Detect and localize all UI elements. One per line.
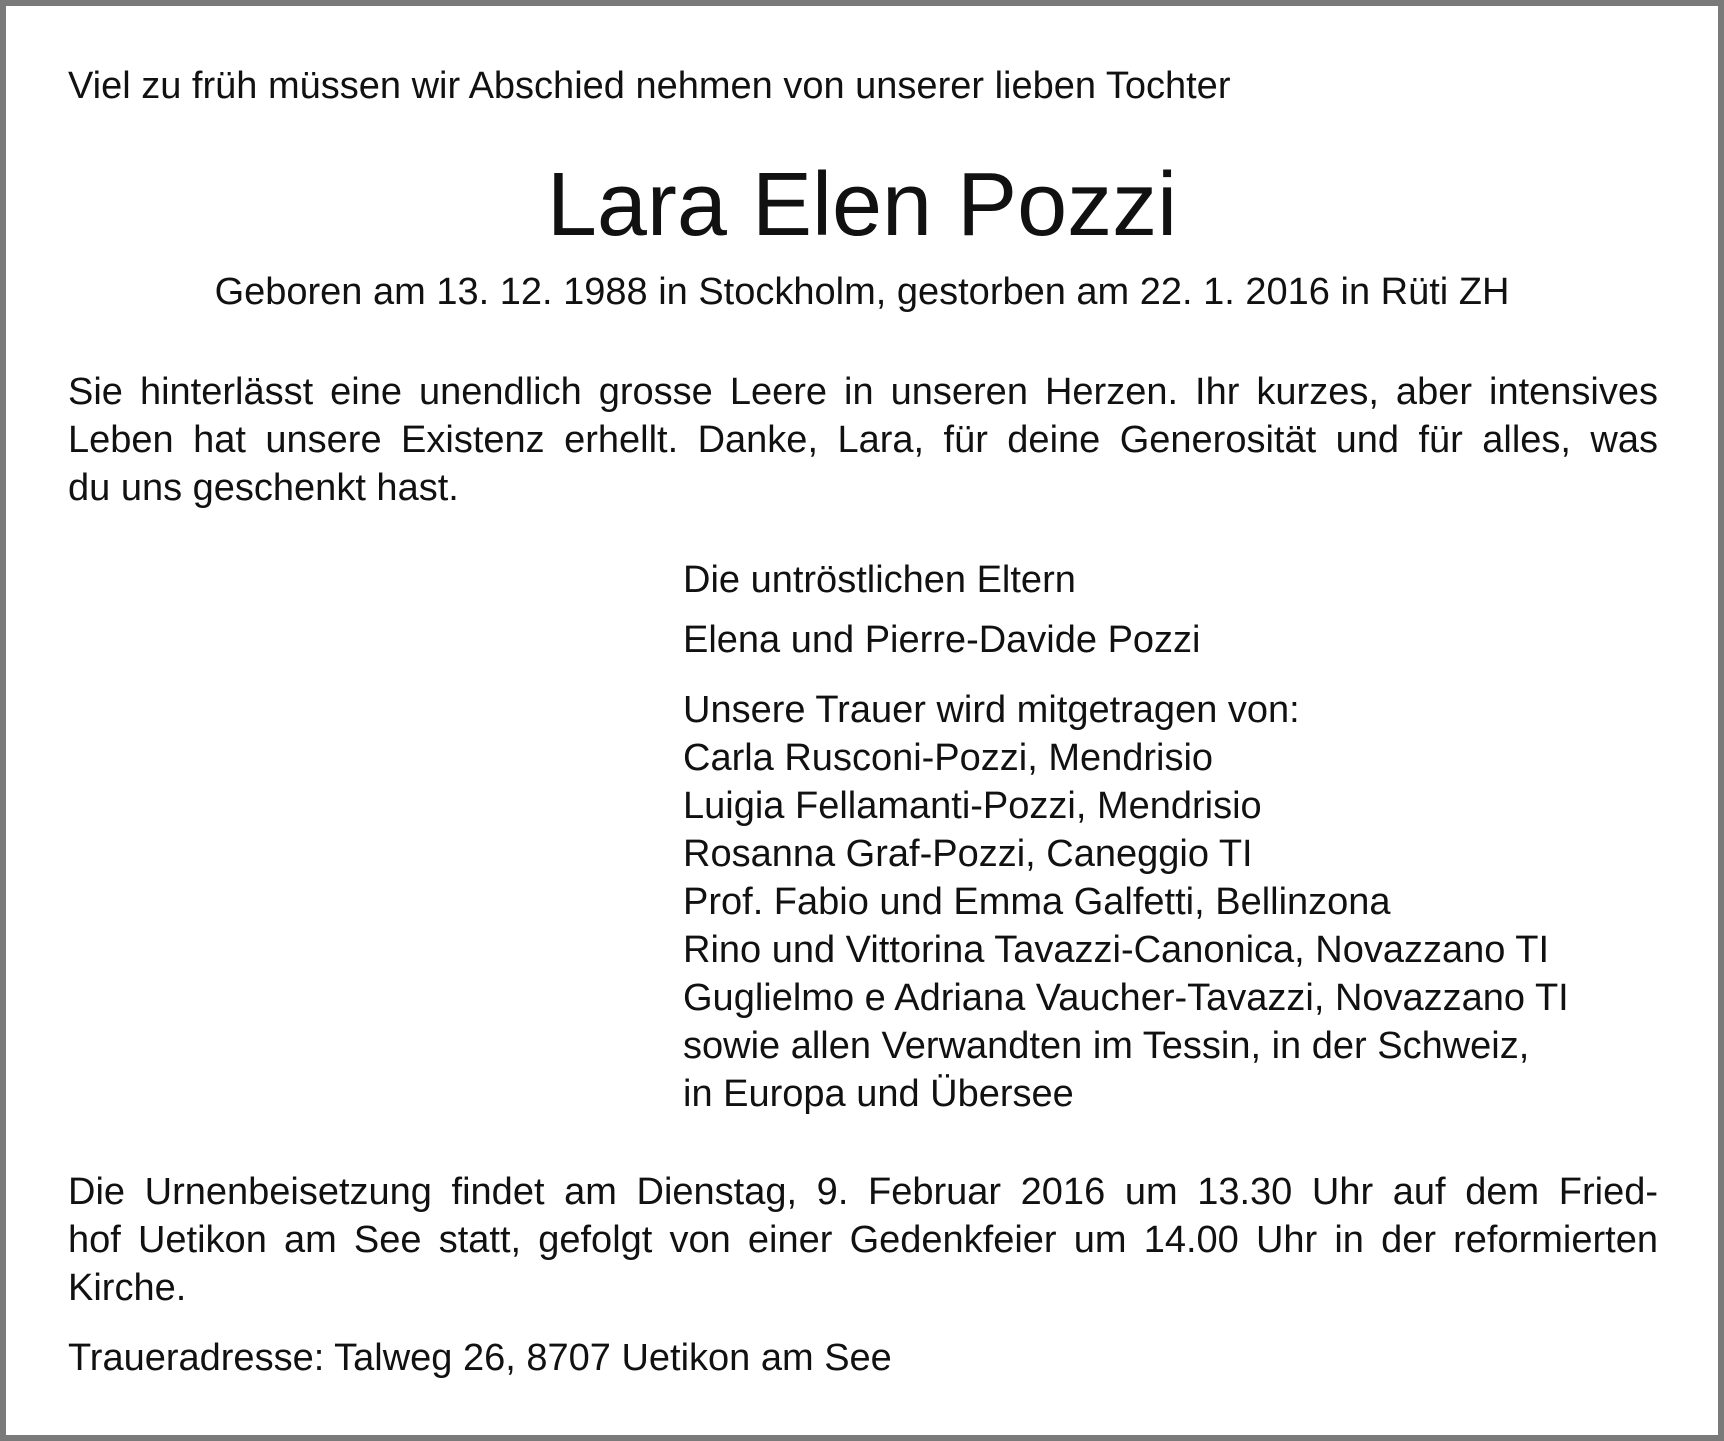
ceremony-line: hof Uetikon am See statt, gefolgt von einer Gedenkfeier um 14.00 Uhr in der reformierten (68, 1219, 1658, 1261)
parents-names-block (683, 616, 1201, 664)
parents-heading-block (683, 556, 1076, 604)
mourner-entry: Carla Rusconi-Pozzi, Mendrisio (683, 737, 1214, 779)
mourner-entry: Rino und Vittorina Tavazzi-Canonica, Novazzano TI (683, 929, 1550, 971)
tribute-line: Sie hinterlässt eine unendlich grosse Leere in unseren Herzen. Ihr kurzes, aber intensives (68, 371, 1658, 413)
mourner-entry: in Europa und Übersee (683, 1073, 1074, 1115)
ceremony-paragraph (68, 1168, 1658, 1312)
intro-text: Viel zu früh müssen wir Abschied nehmen von unserer lieben Tochter (68, 65, 1231, 107)
parents-names: Elena und Pierre-Davide Pozzi (683, 619, 1201, 661)
mourner-entry: Luigia Fellamanti-Pozzi, Mendrisio (683, 785, 1262, 827)
parents-heading: Die untröstlichen Eltern (683, 559, 1076, 601)
mourner-entry: sowie allen Verwandten im Tessin, in der Schweiz, (683, 1025, 1530, 1067)
mourners-list (683, 686, 1569, 1118)
tribute-paragraph (68, 368, 1658, 512)
mourner-entry: Guglielmo e Adriana Vaucher-Tavazzi, Novazzano TI (683, 977, 1569, 1019)
tribute-line: du uns geschenkt hast. (68, 467, 459, 509)
mourners-heading: Unsere Trauer wird mitgetragen von: (683, 689, 1300, 731)
mourning-address: Traueradresse: Talweg 26, 8707 Uetikon am See (68, 1337, 892, 1379)
deceased-name: Lara Elen Pozzi (546, 155, 1178, 255)
ceremony-line: Die Urnenbeisetzung findet am Dienstag, 9. Februar 2016 um 13.30 Uhr auf dem Fried- (68, 1171, 1658, 1213)
mourner-entry: Prof. Fabio und Emma Galfetti, Bellinzona (683, 881, 1391, 923)
tribute-line: Leben hat unsere Existenz erhellt. Danke, Lara, für deine Generosität und für alles, was (68, 419, 1658, 461)
ceremony-line: Kirche. (68, 1267, 187, 1309)
birth-death-dates: Geboren am 13. 12. 1988 in Stockholm, gestorben am 22. 1. 2016 in Rüti ZH (214, 271, 1510, 313)
mourner-entry: Rosanna Graf-Pozzi, Caneggio TI (683, 833, 1253, 875)
